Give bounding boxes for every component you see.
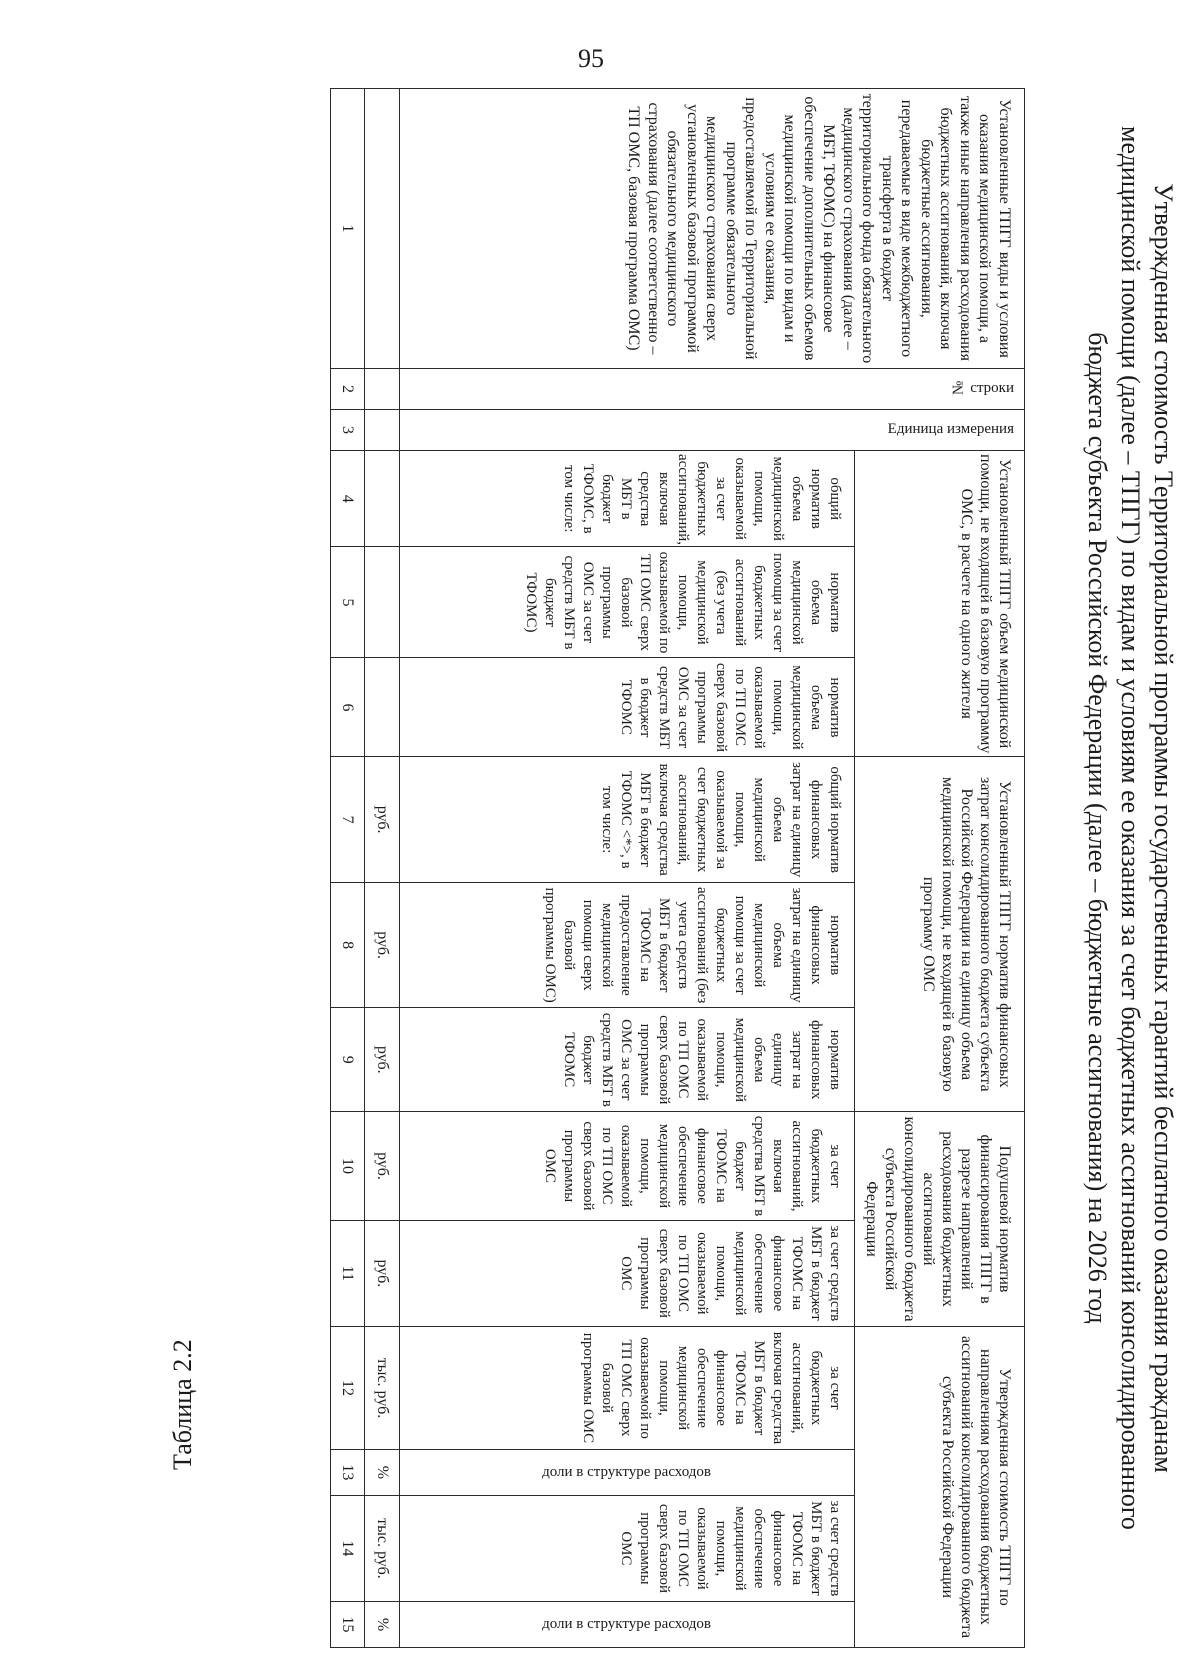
- col-number-cell: 1: [331, 89, 366, 369]
- col-number-cell: 5: [331, 547, 366, 658]
- unit-cell: тыс. руб.: [365, 1326, 400, 1449]
- col-number-cell: 2: [331, 368, 366, 409]
- unit-cell: руб.: [365, 1008, 400, 1112]
- subheader-15: [400, 1602, 855, 1648]
- unit-cell: [365, 368, 400, 409]
- subheader-12: за счет бюджетных ассигнований, включая средства МБТ в бюджет ТФОМС на финансовое обеспечение медицинской помощи, оказываемой по ТП ОМС сверх базовой программы ОМС: [400, 1326, 855, 1449]
- unit-cell: руб.: [365, 1112, 400, 1221]
- subheader-11: за счет средств МБТ в бюджет ТФОМС на финансовое обеспечение медицинской помощи, оказываемой по ТП ОМС сверх базовой программы ОМС: [400, 1220, 855, 1326]
- col-number-cell: 3: [331, 409, 366, 450]
- col-number-cell: 7: [331, 757, 366, 882]
- col-number-cell: 14: [331, 1495, 366, 1601]
- col-unit-header: [400, 409, 1025, 450]
- table-label-visible: Таблица 2.2: [168, 1339, 197, 1470]
- col-unit-label: Единица измерения: [887, 421, 1014, 438]
- subheader-5: норматив объема медицинской помощи за счет бюджетных ассигнований (без учета медицинской помощи, оказываемой по ТП ОМС сверх базовой программы ОМС за счет средств МБТ в бюджет ТФОМС): [400, 547, 855, 658]
- col-number-cell: 15: [331, 1602, 366, 1648]
- subheader-4: общий норматив объема медицинской помощи, оказываемой за счет бюджетных ассигнований, включая средства МБТ в бюджет ТФОМС, в том числе:: [400, 450, 855, 547]
- subheader-10: за счет бюджетных ассигнований, включая средства МБТ в бюджет ТФОМС на финансовое обеспечение медицинской помощи, оказываемой по ТП ОМС сверх базовой программы ОМС: [400, 1112, 855, 1221]
- col-number-cell: 8: [331, 882, 366, 1007]
- col-number-cell: 6: [331, 658, 366, 757]
- col-number-cell: 12: [331, 1326, 366, 1449]
- unit-cell: руб.: [365, 882, 400, 1007]
- main-table-container: [330, 88, 1025, 1648]
- unit-cell: [365, 547, 400, 658]
- subheader-15-label: доли в структуре расходов: [542, 1616, 712, 1632]
- main-table: [330, 88, 1025, 1648]
- group-volume-header: Установленный ТПГГ объем медицинской помощи, не входящей в базовую программу ОМС, в расчете на одного жителя: [855, 450, 1025, 756]
- unit-cell: руб.: [365, 1220, 400, 1326]
- subheader-13-label: доли в структуре расходов: [542, 1463, 712, 1480]
- title-block: [1020, 88, 1180, 1648]
- units-row: [365, 89, 400, 1648]
- title-text: Утвержденная стоимость Территориальной программы государственных гарантий бесплатного оказания гражданам медицинской помощи (далее – ТПГГ) по видам и условиям ее оказания за счет бюджетных ассигнований консолидированного бюджета субъекта Российской Федерации (далее – бюджетные ассигнования) на 2026 год: [1083, 126, 1178, 1530]
- col-number-cell: 10: [331, 1112, 366, 1221]
- unit-cell: %: [365, 1450, 400, 1496]
- unit-cell: тыс. руб.: [365, 1495, 400, 1601]
- subheader-7: общий норматив финансовых затрат на единицу объема медицинской помощи, оказываемой за счет бюджетных ассигнований, включая средства МБТ в бюджет ТФОМС <*>, в том числе:: [400, 757, 855, 882]
- unit-cell: [365, 409, 400, 450]
- group-per-capita-header: Подушевой норматив финансирования ТПГГ в разрезе направлений расходования бюджетных ассигнований консолидированного бюджета субъекта Российской Федерации: [855, 1112, 1025, 1327]
- unit-cell: руб.: [365, 757, 400, 882]
- unit-cell: [365, 658, 400, 757]
- col-number-cell: 11: [331, 1220, 366, 1326]
- unit-cell: [365, 89, 400, 369]
- col-number-cell: 4: [331, 450, 366, 547]
- col-row-number-label: № строки: [950, 380, 1014, 397]
- unit-cell: [365, 450, 400, 547]
- subheader-6: норматив объема медицинской помощи, оказываемой по ТП ОМС сверх базовой программы ОМС за счет средств МБТ в бюджет ТФОМС: [400, 658, 855, 757]
- col-number-cell: 13: [331, 1450, 366, 1496]
- unit-cell: %: [365, 1602, 400, 1648]
- col-row-number-header: [400, 368, 1025, 409]
- subheader-14: за счет средств МБТ в бюджет ТФОМС на финансовое обеспечение медицинской помощи, оказываемой по ТП ОМС сверх базовой программы ОМС: [400, 1495, 855, 1601]
- row-label-cell: Установленные ТПГГ виды и условия оказания медицинской помощи, а также иные направления расходования бюджетных ассигнований, включая бюджетные ассигнования, передаваемые в виде межбюджетного трансферта в бюджет территориального фонда обязательного медицинского страхования (далее – МБТ, ТФОМС) на финансовое обеспечение дополнительных объемов медицинской помощи по видам и условиям ее оказания, предоставляемой по Территориальной программе обязательного медицинского страхования сверх установленных базовой программой обязательного медицинского страхования (далее соответственно – ТП ОМС, базовая программа ОМС): [400, 89, 1025, 369]
- page-number: 95: [578, 44, 604, 73]
- group-cost-norm-header: Установленный ТПГГ норматив финансовых затрат консолидированного бюджета субъекта Российской Федерации на единицу объема медицинской помощи, не входящей в базовую программу ОМС: [855, 757, 1025, 1112]
- subheader-13: [400, 1450, 855, 1496]
- subheader-8: норматив финансовых затрат на единицу объема медицинской помощи за счет бюджетных ассигнований (без учета средств МБТ в бюджет ТФОМС на предоставление медицинской помощи сверх базовой программы ОМС): [400, 882, 855, 1007]
- subheader-9: норматив финансовых затрат на единицу объема медицинской помощи, оказываемой по ТП ОМС сверх базовой программы ОМС за счет средств МБТ в бюджет ТФОМС: [400, 1008, 855, 1112]
- col-number-cell: 9: [331, 1008, 366, 1112]
- column-numbers-row: [331, 89, 366, 1648]
- group-total-header: Утвержденная стоимость ТПГГ по направлениям расходования бюджетных ассигнований консолидированного бюджета субъекта Российской Федерации: [855, 1326, 1025, 1647]
